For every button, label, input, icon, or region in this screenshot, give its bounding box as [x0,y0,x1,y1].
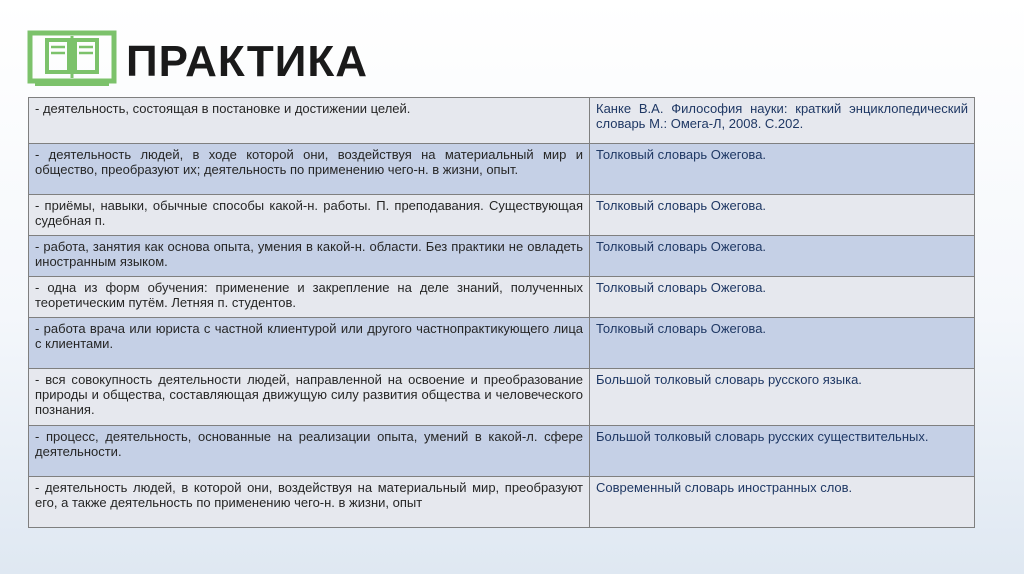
definitions-table [28,97,975,528]
table-row [29,236,975,277]
source-cell: Толковый словарь Ожегова. [590,277,975,318]
source-cell: Толковый словарь Ожегова. [590,318,975,369]
definition-cell: - вся совокупность деятельности людей, направленной на освоение и преобразование природы и общества, составляющая движущую силу развития общества и человеческого познания. [29,369,590,426]
source-cell: Современный словарь иностранных слов. [590,477,975,528]
source-cell: Большой толковый словарь русского языка. [590,369,975,426]
definition-cell: - работа, занятия как основа опыта, умения в какой-н. области. Без практики не овладеть иностранным языком. [29,236,590,277]
source-cell: Канке В.А. Философия науки: краткий энциклопедический словарь М.: Омега-Л, 2008. С.202. [590,98,975,144]
definition-cell: - приёмы, навыки, обычные способы какой-н. работы. П. преподавания. Существующая судебная п. [29,195,590,236]
source-cell: Толковый словарь Ожегова. [590,144,975,195]
source-cell: Большой толковый словарь русских существительных. [590,426,975,477]
definition-cell: - деятельность людей, в которой они, воздействуя на материальный мир, преобразуют его, а также деятельность по применению чего-н. в жизни, опыт [29,477,590,528]
definition-cell: - работа врача или юриста с частной клиентурой или другого частнопрактикующего лица с клиентами. [29,318,590,369]
definition-cell: - деятельность людей, в ходе которой они, воздействуя на материальный мир и общество, преобразуют их; деятельность по применению чего-н. в жизни, опыт. [29,144,590,195]
table-row [29,477,975,528]
page-title: ПРАКТИКА [126,37,368,86]
definition-cell: - деятельность, состоящая в постановке и достижении целей. [29,98,590,144]
source-cell: Толковый словарь Ожегова. [590,195,975,236]
table-row [29,369,975,426]
definition-cell: - одна из форм обучения: применение и закрепление на деле знаний, полученных теоретическим путём. Летняя п. студентов. [29,277,590,318]
book-icon [27,30,117,88]
table-row [29,195,975,236]
table-row [29,98,975,144]
definition-cell: - процесс, деятельность, основанные на реализации опыта, умений в какой-л. сфере деятельности. [29,426,590,477]
table-row [29,144,975,195]
source-cell: Толковый словарь Ожегова. [590,236,975,277]
table-row [29,318,975,369]
table-row [29,277,975,318]
table-row [29,426,975,477]
